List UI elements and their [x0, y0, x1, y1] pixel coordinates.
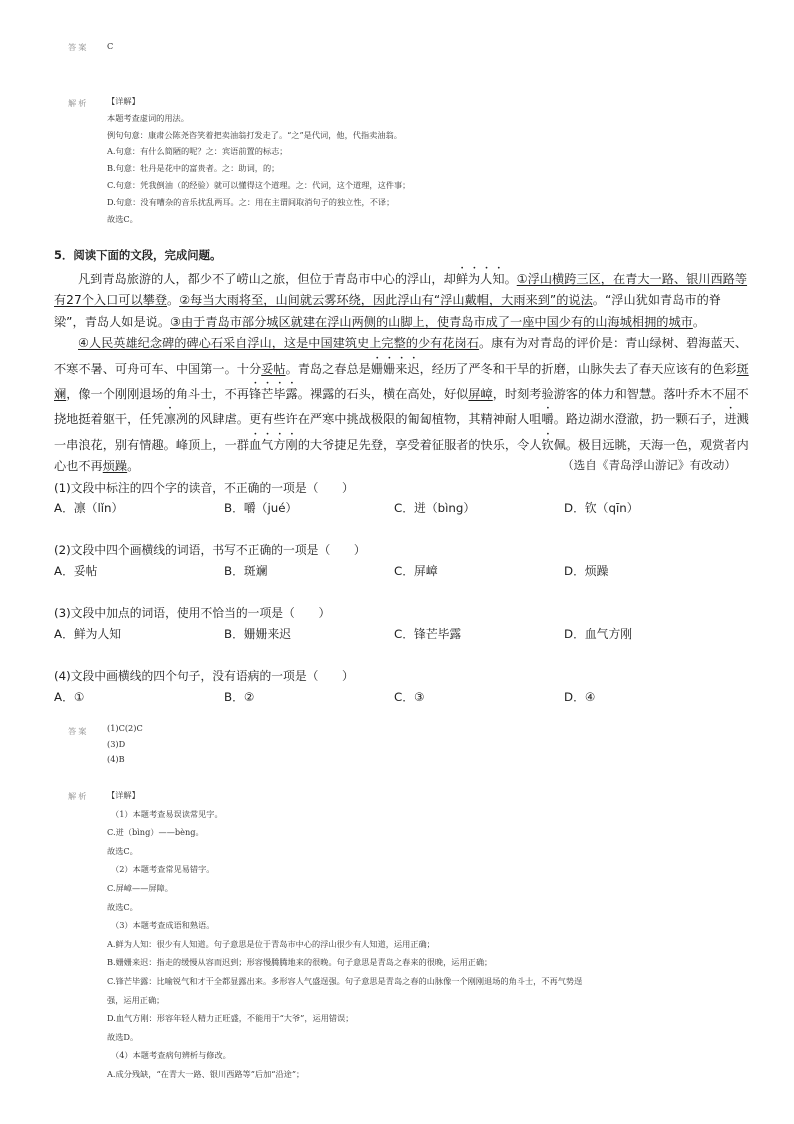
analysis-line: D.血气方刚：形容年轻人精力正旺盛，不能用于“大爷”，运用错误； — [107, 1013, 354, 1024]
option-d[interactable]: D．钦（qīn） — [564, 501, 639, 515]
analysis-line: C.锋芒毕露：比喻锐气和才干全都显露出来。多形容人气盛逞强。句子意思是青岛之春的山脉像一个刚刚退场的角斗士，不再气势逞 — [107, 975, 583, 986]
option-b[interactable]: B．② — [224, 690, 255, 704]
subquestion-1: (1)文段中标注的四个字的读音，不正确的一项是（ ） — [54, 481, 354, 495]
source-note: （选自《青岛浮山游记》有改动） — [562, 458, 736, 472]
answer-line: (3)D — [107, 738, 126, 749]
marked-char: 嚼 — [541, 412, 554, 427]
answer-value — [107, 38, 747, 55]
analysis-line: A.句意：有什么简陋的呢？之：宾语前置的标志； — [107, 146, 288, 157]
analysis-line: （2）本题考查常见易错字。 — [111, 864, 215, 875]
option-d[interactable]: D．血气方刚 — [564, 627, 633, 641]
dotted-word: 鲜为人知 — [455, 272, 505, 286]
option-c[interactable]: C．迸（bìng） — [394, 501, 476, 515]
passage-line: 梁”，青岛人如是说。③由于青岛市部分城区就建在浮山两侧的山脚上，使青岛市成了一座中国少有的山海城相拥的城市。 — [54, 314, 706, 329]
answer-label: 答案 — [68, 726, 89, 736]
subquestion-3: (3)文段中加点的词语，使用不恰当的一项是（ ） — [54, 606, 331, 620]
analysis-line: 故选C。 — [107, 213, 138, 224]
subquestion-2: (2)文段中四个画横线的词语，书写不正确的一项是（ ） — [54, 543, 366, 557]
underlined-word: 屏嶂 — [468, 387, 493, 402]
underlined-sentence-1: 有27个入口可以攀登 — [54, 293, 168, 308]
analysis-line: 故选D。 — [107, 1031, 139, 1042]
analysis-line: B.姗姗来迟：指走的缓慢从容而迟到；形容慢腾腾地来的很晚。句子意思是青岛之春来的很晚，运用正确； — [107, 957, 493, 968]
analysis-line: （4）本题考查病句辨析与修改。 — [111, 1050, 231, 1061]
analysis-line: 【详解】 — [107, 96, 140, 106]
analysis-line: 故选C。 — [107, 901, 138, 912]
option-b[interactable]: B．姗姗来迟 — [224, 627, 292, 641]
underlined-sentence-3: ③由于青岛市部分城区就建在浮山两侧的山脚上，使青岛市成了一座中国少有的山海城相拥的城市 — [170, 314, 693, 329]
analysis-line: C.句意：凭我倒油（的经验）就可以懂得这个道理。之：代词，这个道理，这件事； — [107, 179, 411, 190]
answer-line: (1)C(2)C — [107, 723, 143, 733]
underlined-sentence-1: ①浮山横跨三区，在青大一路、银川西路等 — [516, 272, 748, 286]
marked-char: 迸 — [724, 412, 737, 427]
analysis-line: B.句意：牡丹是花中的富贵者。之：助词，的； — [107, 163, 280, 174]
analysis-line: （1）本题考查易误读常见字。 — [111, 808, 223, 819]
options-3 — [54, 625, 754, 643]
option-c[interactable]: C．锋芒毕露 — [394, 627, 462, 641]
analysis-label: 解析 — [68, 791, 89, 801]
analysis-label: 解析 — [68, 98, 89, 108]
option-b[interactable]: B．斑斓 — [224, 564, 268, 578]
question-title: 5．阅读下面的文段，完成问题。 — [54, 248, 222, 262]
analysis-line: （3）本题考查成语和熟语。 — [111, 920, 215, 931]
answer-block — [107, 721, 747, 768]
analysis-line: C.迸（bìng）——bèng。 — [107, 827, 204, 838]
analysis-line: 【详解】 — [107, 790, 140, 800]
options-2 — [54, 562, 754, 580]
options-4 — [54, 688, 754, 706]
options-1 — [54, 499, 754, 517]
option-d[interactable]: D．烦躁 — [564, 564, 609, 578]
analysis-line: 故选C。 — [107, 845, 138, 856]
dotted-word: 锋芒毕露 — [249, 387, 298, 402]
option-a[interactable]: A．① — [54, 690, 85, 704]
passage-line: 凡到青岛旅游的人，都少不了崂山之旅，但位于青岛市中心的浮山，却鲜为人知。①浮山横跨三区，在青大一路、银川西路等 — [78, 272, 748, 286]
dotted-word: 血气方刚 — [249, 437, 298, 452]
underlined-sentence-4: ④人民英雄纪念碑的碑心石采自浮山，这是中国建筑史上完整的少有花岗石 — [78, 336, 479, 351]
analysis-line: 强，运用正确； — [107, 994, 165, 1005]
subquestion-4: (4)文段中画横线的四个句子，没有语病的一项是（ ） — [54, 669, 354, 683]
analysis-block — [107, 786, 747, 1084]
answer-line: (4)B — [107, 754, 125, 765]
underlined-word: 斑 — [736, 361, 749, 376]
option-c[interactable]: C．③ — [394, 690, 425, 704]
passage-line: ④人民英雄纪念碑的碑心石采自浮山，这是中国建筑史上完整的少有花岗石。康有为对青岛的评价是：青山绿树、碧海蓝天、 — [78, 336, 748, 351]
answer-label: 答案 — [68, 42, 89, 52]
passage-line: 挠地挺着躯干，任凭凛冽的风肆虐。更有些许在严寒中挑战极限的匍匐植物，其精神耐人咀嚼。路边湖水澄澈，扔一颗石子，迸溅 — [54, 412, 749, 427]
option-a[interactable]: A．妥帖 — [54, 564, 98, 578]
answer-text: C — [107, 41, 114, 51]
analysis-block — [107, 93, 747, 227]
option-c[interactable]: C．屏嶂 — [394, 564, 438, 578]
analysis-line: 例句句意：康肃公陈尧咨笑着把卖油翁打发走了。“之”是代词，他，代指卖油翁。 — [107, 129, 402, 140]
passage-line: 心也不再烦躁。 — [54, 459, 140, 474]
underlined-word: 烦躁 — [102, 459, 128, 474]
analysis-line: A.鲜为人知：很少有人知道。句子意思是位于青岛市中心的浮山很少有人知道，运用正确； — [107, 938, 435, 949]
analysis-line: C.屏嶂——屏障。 — [107, 882, 173, 893]
marked-char: 钦 — [541, 437, 554, 452]
option-a[interactable]: A．鲜为人知 — [54, 627, 122, 641]
underlined-word: 妥帖 — [261, 361, 286, 376]
passage-line: 有27个入口可以攀登。②每当大雨将至，山间就云雾环绕，因此浮山有“浮山戴帽，大雨来到”的说法。“浮山犹如青岛市的脊 — [54, 293, 721, 308]
passage-line: 斓，像一个刚刚退场的角斗士，不再锋芒毕露。裸露的石头，横在高处，好似屏嶂，时刻考验游客的体力和智慧。落叶乔木不屈不 — [54, 387, 749, 402]
underlined-word: 斓 — [54, 387, 67, 402]
underlined-sentence-2: ②每当大雨将至，山间就云雾环绕，因此浮山有“浮山戴帽，大雨来到”的说法 — [179, 293, 593, 308]
passage-line: 不寒不暑、可舟可车、中国第一。十分妥帖。青岛之春总是姗姗来迟，经历了严冬和干旱的折磨，山脉失去了春天应该有的色彩斑 — [54, 361, 749, 376]
option-d[interactable]: D．④ — [564, 690, 596, 704]
analysis-line: A.成分残缺，“在青大一路、银川西路等”后加“沿途”； — [107, 1068, 305, 1079]
option-a[interactable]: A．凛（lǐn） — [54, 501, 124, 515]
option-b[interactable]: B．嚼（jué） — [224, 501, 298, 515]
analysis-line: 本题考查虚词的用法。 — [107, 112, 189, 123]
marked-char: 凛 — [163, 412, 176, 427]
analysis-line: D.句意：没有嘈杂的音乐扰乱两耳。之：用在主谓间取消句子的独立性，不译； — [107, 196, 395, 207]
dotted-word: 姗姗来迟 — [370, 361, 420, 376]
passage — [54, 265, 749, 478]
passage-line: 一串浪花，别有情趣。峰顶上，一群血气方刚的大爷捷足先登，享受着征服者的快乐，令人钦佩。极目远眺，天海一色，观赏者内 — [54, 437, 749, 452]
